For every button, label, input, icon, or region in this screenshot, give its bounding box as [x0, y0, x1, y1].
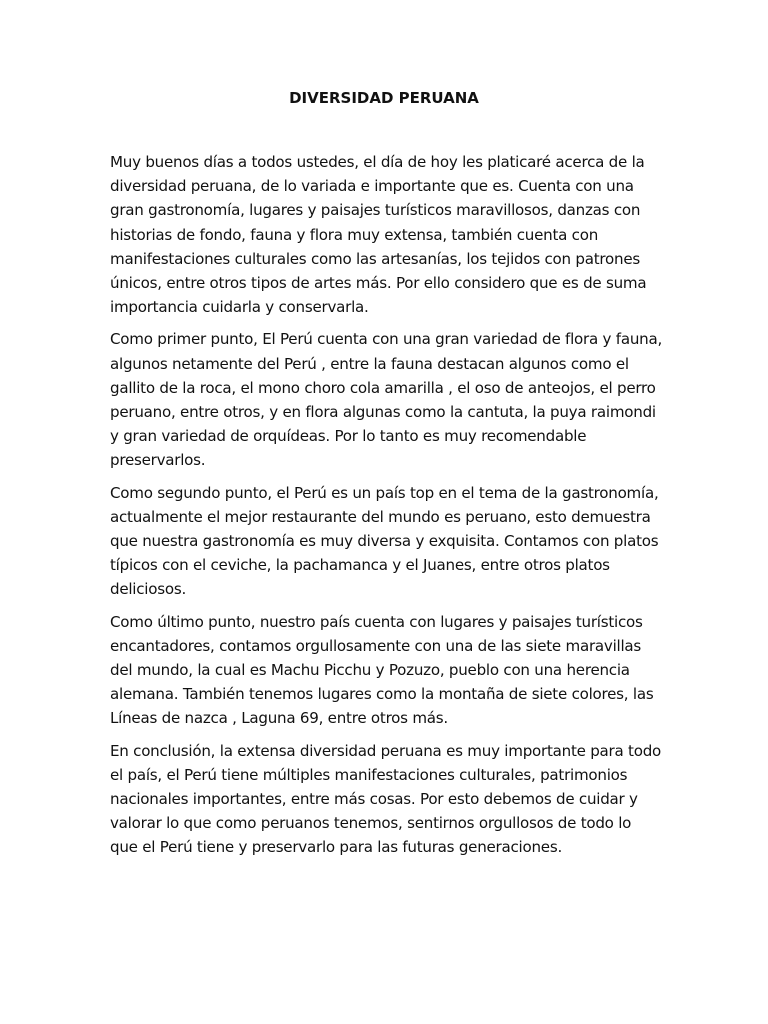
document-body [110, 150, 662, 868]
paragraph-tourism: Como último punto, nuestro país cuenta con lugares y paisajes turísticos encantadores, contamos orgullosamente con una de las siete maravillas del mundo, la cual es Machu Picchu y Pozuzo, pueblo con una herencia alemana. También tenemos lugares como la montaña de siete colores, las Líneas de nazca , Laguna 69, entre otros más. [110, 612, 654, 728]
document-title: DIVERSIDAD PERUANA [289, 89, 479, 107]
paragraph-conclusion: En conclusión, la extensa diversidad peruana es muy importante para todo el país, el Perú tiene múltiples manifestaciones culturales, patrimonios nacionales importantes, entre más cosas. Por esto debemos de cuidar y valorar lo que como peruanos tenemos, sentirnos orgullosos de todo lo que el Perú tiene y preservarlo para las futuras generaciones. [110, 741, 662, 857]
paragraph-introduction: Muy buenos días a todos ustedes, el día de hoy les platicaré acerca de la diversidad peruana, de lo variada e importante que es. Cuenta con una gran gastronomía, lugares y paisajes turísticos maravillosos, danzas con historias de fondo, fauna y flora muy extensa, también cuenta con manifestaciones culturales como las artesanías, los tejidos con patrones únicos, entre otros tipos de artes más. Por ello considero que es de suma importancia cuidarla y conservarla. [110, 153, 647, 317]
paragraph-flora-fauna: Como primer punto, El Perú cuenta con una gran variedad de flora y fauna, algunos netamente del Perú , entre la fauna destacan algunos como el gallito de la roca, el mono choro cola amarilla , el oso de anteojos, el perro peruano, entre otros, y en flora algunas como la cantuta, la puya raimondi y gran variedad de orquídeas. Por lo tanto es muy recomendable preservarlos. [110, 330, 663, 470]
paragraph-gastronomy: Como segundo punto, el Perú es un país top en el tema de la gastronomía, actualmente el mejor restaurante del mundo es peruano, esto demuestra que nuestra gastronomía es muy diversa y exquisita. Contamos con platos típicos con el ceviche, la pachamanca y el Juanes, entre otros platos deliciosos. [110, 483, 659, 599]
